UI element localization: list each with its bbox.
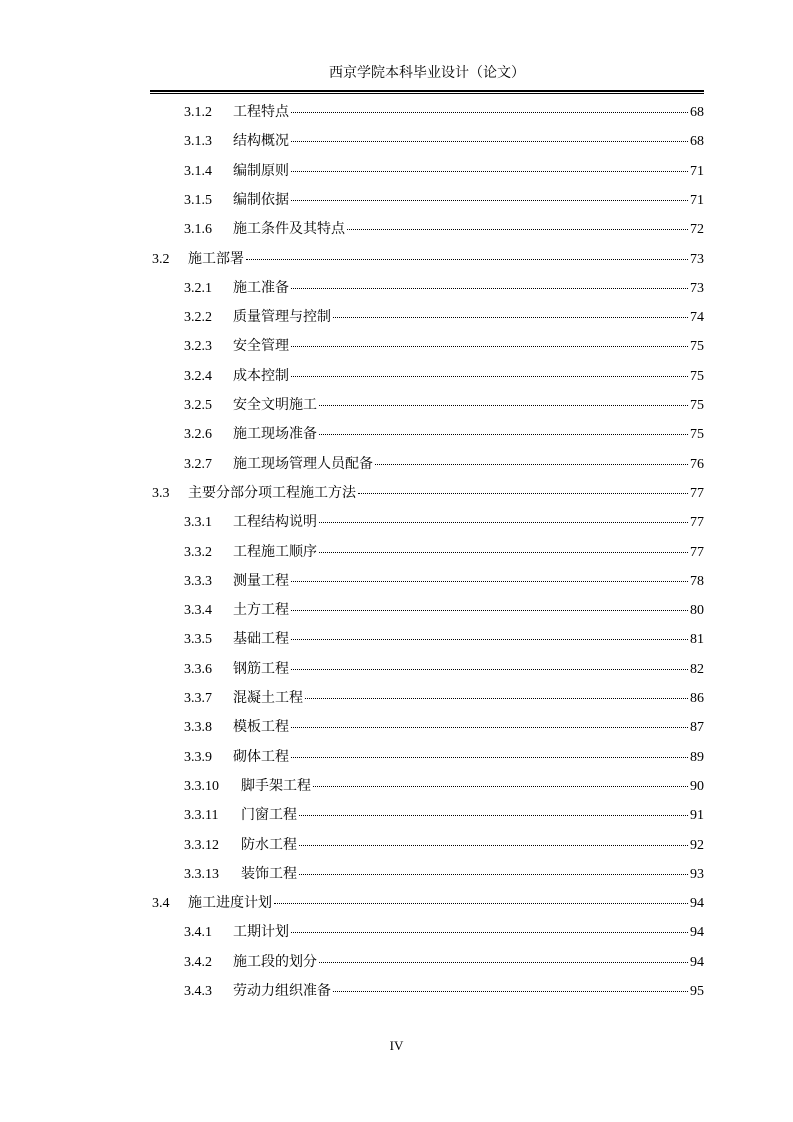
dot-leader <box>291 727 688 728</box>
toc-entry[interactable] <box>184 571 704 593</box>
toc-entry-number: 3.1.6 <box>184 222 212 238</box>
toc-entry-page: 75 <box>690 368 704 384</box>
dot-leader <box>291 112 688 113</box>
toc-entry-number: 3.2.6 <box>184 427 212 443</box>
toc-entry-number: 3.3.6 <box>184 661 212 677</box>
toc-entry-number: 3.2.7 <box>184 456 212 472</box>
toc-entry-title: 模板工程 <box>233 720 289 736</box>
toc-entry[interactable] <box>184 864 704 886</box>
toc-entry-title: 混凝土工程 <box>233 691 303 706</box>
toc-entry-number: 3.2.3 <box>184 339 212 355</box>
dot-leader <box>274 903 688 904</box>
toc-entry-page: 74 <box>690 310 704 326</box>
toc-entry-title: 砌体工程 <box>233 749 289 765</box>
toc-entry-page: 77 <box>690 485 704 501</box>
toc-entry-page: 86 <box>690 691 704 706</box>
toc-entry[interactable] <box>184 659 704 681</box>
toc-entry-title: 施工段的划分 <box>233 954 317 970</box>
toc-entry[interactable] <box>184 952 704 974</box>
dot-leader <box>299 845 688 846</box>
page-header: 西京学院本科毕业设计（论文） <box>329 66 525 81</box>
toc-entry-title: 门窗工程 <box>241 808 297 824</box>
toc-entry-title: 主要分部分项工程施工方法 <box>188 485 356 501</box>
toc-entry-title: 安全文明施工 <box>233 398 317 413</box>
toc-entry-page: 91 <box>690 808 704 824</box>
dot-leader <box>319 962 688 963</box>
toc-entry-title: 编制依据 <box>233 192 289 208</box>
toc-entry[interactable] <box>184 395 704 417</box>
page-number: IV <box>389 1038 404 1053</box>
toc-entry-title: 装饰工程 <box>241 866 297 882</box>
toc-entry[interactable] <box>184 102 704 124</box>
dot-leader <box>291 757 688 758</box>
toc-entry-title: 成本控制 <box>233 368 289 384</box>
toc-entry-number: 3.1.4 <box>184 163 212 179</box>
toc-entry[interactable] <box>184 219 704 241</box>
toc-entry[interactable] <box>184 776 704 798</box>
toc-entry-number: 3.2.4 <box>184 368 212 384</box>
toc-entry[interactable] <box>184 835 704 857</box>
dot-leader <box>375 464 688 465</box>
toc-entry[interactable] <box>184 981 704 1003</box>
toc-entry[interactable] <box>184 366 704 388</box>
dot-leader <box>291 669 688 670</box>
toc-entry-number: 3.1.2 <box>184 105 212 120</box>
dot-leader <box>291 171 688 172</box>
toc-entry-number: 3.4.2 <box>184 954 212 970</box>
toc-entry-number: 3.2 <box>152 251 170 267</box>
toc-entry-number: 3.4.3 <box>184 984 212 999</box>
toc-entry-page: 95 <box>690 984 704 999</box>
toc-entry[interactable] <box>152 483 704 505</box>
toc-entry[interactable] <box>184 629 704 651</box>
toc-entry-number: 3.2.1 <box>184 280 212 296</box>
toc-entry-number: 3.3 <box>152 485 170 501</box>
toc-entry-title: 劳动力组织准备 <box>233 984 331 999</box>
toc-entry-title: 施工部署 <box>188 251 244 267</box>
toc-entry-title: 施工准备 <box>233 280 289 296</box>
toc-entry-title: 工程特点 <box>233 105 289 120</box>
toc-entry-page: 81 <box>690 632 704 648</box>
toc-entry-title: 工程结构说明 <box>233 515 317 531</box>
toc-entry-title: 质量管理与控制 <box>233 310 331 326</box>
dot-leader <box>313 786 688 787</box>
dot-leader <box>291 610 688 611</box>
toc-entry[interactable] <box>184 542 704 564</box>
dot-leader <box>347 229 688 230</box>
toc-entry-number: 3.4 <box>152 896 170 912</box>
dot-leader <box>319 434 688 435</box>
toc-entry-number: 3.3.4 <box>184 603 212 619</box>
dot-leader <box>291 932 688 933</box>
toc-entry-page: 73 <box>690 251 704 267</box>
dot-leader <box>291 288 688 289</box>
toc-entry-page: 89 <box>690 749 704 765</box>
toc-entry-page: 75 <box>690 427 704 443</box>
dot-leader <box>299 874 688 875</box>
dot-leader <box>291 141 688 142</box>
dot-leader <box>358 493 688 494</box>
dot-leader <box>299 815 688 816</box>
toc-entry-page: 68 <box>690 105 704 120</box>
toc-entry-title: 施工现场准备 <box>233 427 317 443</box>
toc-entry[interactable] <box>184 161 704 183</box>
toc-entry[interactable] <box>152 249 704 271</box>
toc-entry-page: 82 <box>690 661 704 677</box>
toc-entry-number: 3.3.11 <box>184 808 219 824</box>
dot-leader <box>291 376 688 377</box>
toc-entry-number: 3.3.2 <box>184 544 212 560</box>
toc-entry-title: 工期计划 <box>233 925 289 941</box>
header-rule <box>150 90 704 94</box>
toc-entry-number: 3.4.1 <box>184 925 212 941</box>
toc-entry-number: 3.3.7 <box>184 691 212 706</box>
toc-entry-number: 3.1.5 <box>184 192 212 208</box>
toc-entry-title: 施工条件及其特点 <box>233 222 345 238</box>
dot-leader <box>305 698 688 699</box>
toc-entry[interactable] <box>184 131 704 153</box>
toc-entry-number: 3.1.3 <box>184 134 212 150</box>
toc-entry-page: 93 <box>690 866 704 882</box>
toc-entry-page: 76 <box>690 456 704 472</box>
toc-entry-page: 87 <box>690 720 704 736</box>
toc-entry-page: 73 <box>690 280 704 296</box>
toc-entry[interactable] <box>184 922 704 944</box>
toc-entry-number: 3.2.5 <box>184 398 212 413</box>
toc-entry-page: 90 <box>690 778 704 794</box>
toc-entry[interactable] <box>152 893 704 915</box>
dot-leader <box>291 346 688 347</box>
toc-entry-title: 测量工程 <box>233 573 289 589</box>
toc-entry-number: 3.3.1 <box>184 515 212 531</box>
toc-entry-title: 施工进度计划 <box>188 896 272 912</box>
toc-entry-number: 3.3.12 <box>184 837 219 853</box>
toc-entry-title: 脚手架工程 <box>241 778 311 794</box>
dot-leader <box>291 200 688 201</box>
dot-leader <box>291 639 688 640</box>
toc-entry[interactable] <box>184 424 704 446</box>
toc-entry[interactable] <box>184 190 704 212</box>
toc-entry[interactable] <box>184 688 704 710</box>
toc-entry-page: 94 <box>690 925 704 941</box>
toc-entry-page: 72 <box>690 222 704 238</box>
toc-entry-title: 土方工程 <box>233 603 289 619</box>
toc-entry-page: 92 <box>690 837 704 853</box>
toc-entry-number: 3.3.10 <box>184 778 219 794</box>
toc-entry-number: 3.3.9 <box>184 749 212 765</box>
toc-entry-number: 3.2.2 <box>184 310 212 326</box>
toc-entry[interactable] <box>184 278 704 300</box>
toc-entry-number: 3.3.8 <box>184 720 212 736</box>
toc-entry-title: 施工现场管理人员配备 <box>233 456 373 472</box>
toc-entry-number: 3.3.5 <box>184 632 212 648</box>
toc-entry-number: 3.3.3 <box>184 573 212 589</box>
toc-entry-page: 94 <box>690 896 704 912</box>
dot-leader <box>319 522 688 523</box>
toc-entry[interactable] <box>184 600 704 622</box>
toc-entry[interactable] <box>184 336 704 358</box>
toc-entry-page: 80 <box>690 603 704 619</box>
toc-entry[interactable] <box>184 747 704 769</box>
dot-leader <box>319 552 688 553</box>
toc-entry-page: 78 <box>690 573 704 589</box>
toc-entry-page: 77 <box>690 544 704 560</box>
toc-entry-page: 94 <box>690 954 704 970</box>
toc-entry-title: 基础工程 <box>233 632 289 648</box>
toc-entry-page: 77 <box>690 515 704 531</box>
toc-entry[interactable] <box>184 307 704 329</box>
dot-leader <box>333 991 688 992</box>
toc-entry[interactable] <box>184 805 704 827</box>
toc-entry-title: 工程施工顺序 <box>233 544 317 560</box>
toc-entry-number: 3.3.13 <box>184 866 219 882</box>
dot-leader <box>333 317 688 318</box>
toc-entry-title: 防水工程 <box>241 837 297 853</box>
toc-entry[interactable] <box>184 454 704 476</box>
toc-entry-page: 68 <box>690 134 704 150</box>
toc-entry[interactable] <box>184 717 704 739</box>
toc-entry-page: 75 <box>690 398 704 413</box>
toc-entry-page: 71 <box>690 192 704 208</box>
dot-leader <box>291 581 688 582</box>
dot-leader <box>319 405 688 406</box>
toc-entry-title: 安全管理 <box>233 339 289 355</box>
toc-entry-page: 71 <box>690 163 704 179</box>
toc-entry-title: 钢筋工程 <box>233 661 289 677</box>
toc-entry-title: 编制原则 <box>233 163 289 179</box>
toc-entry-title: 结构概况 <box>233 134 289 150</box>
toc-entry[interactable] <box>184 512 704 534</box>
dot-leader <box>246 259 688 260</box>
toc-entry-page: 75 <box>690 339 704 355</box>
